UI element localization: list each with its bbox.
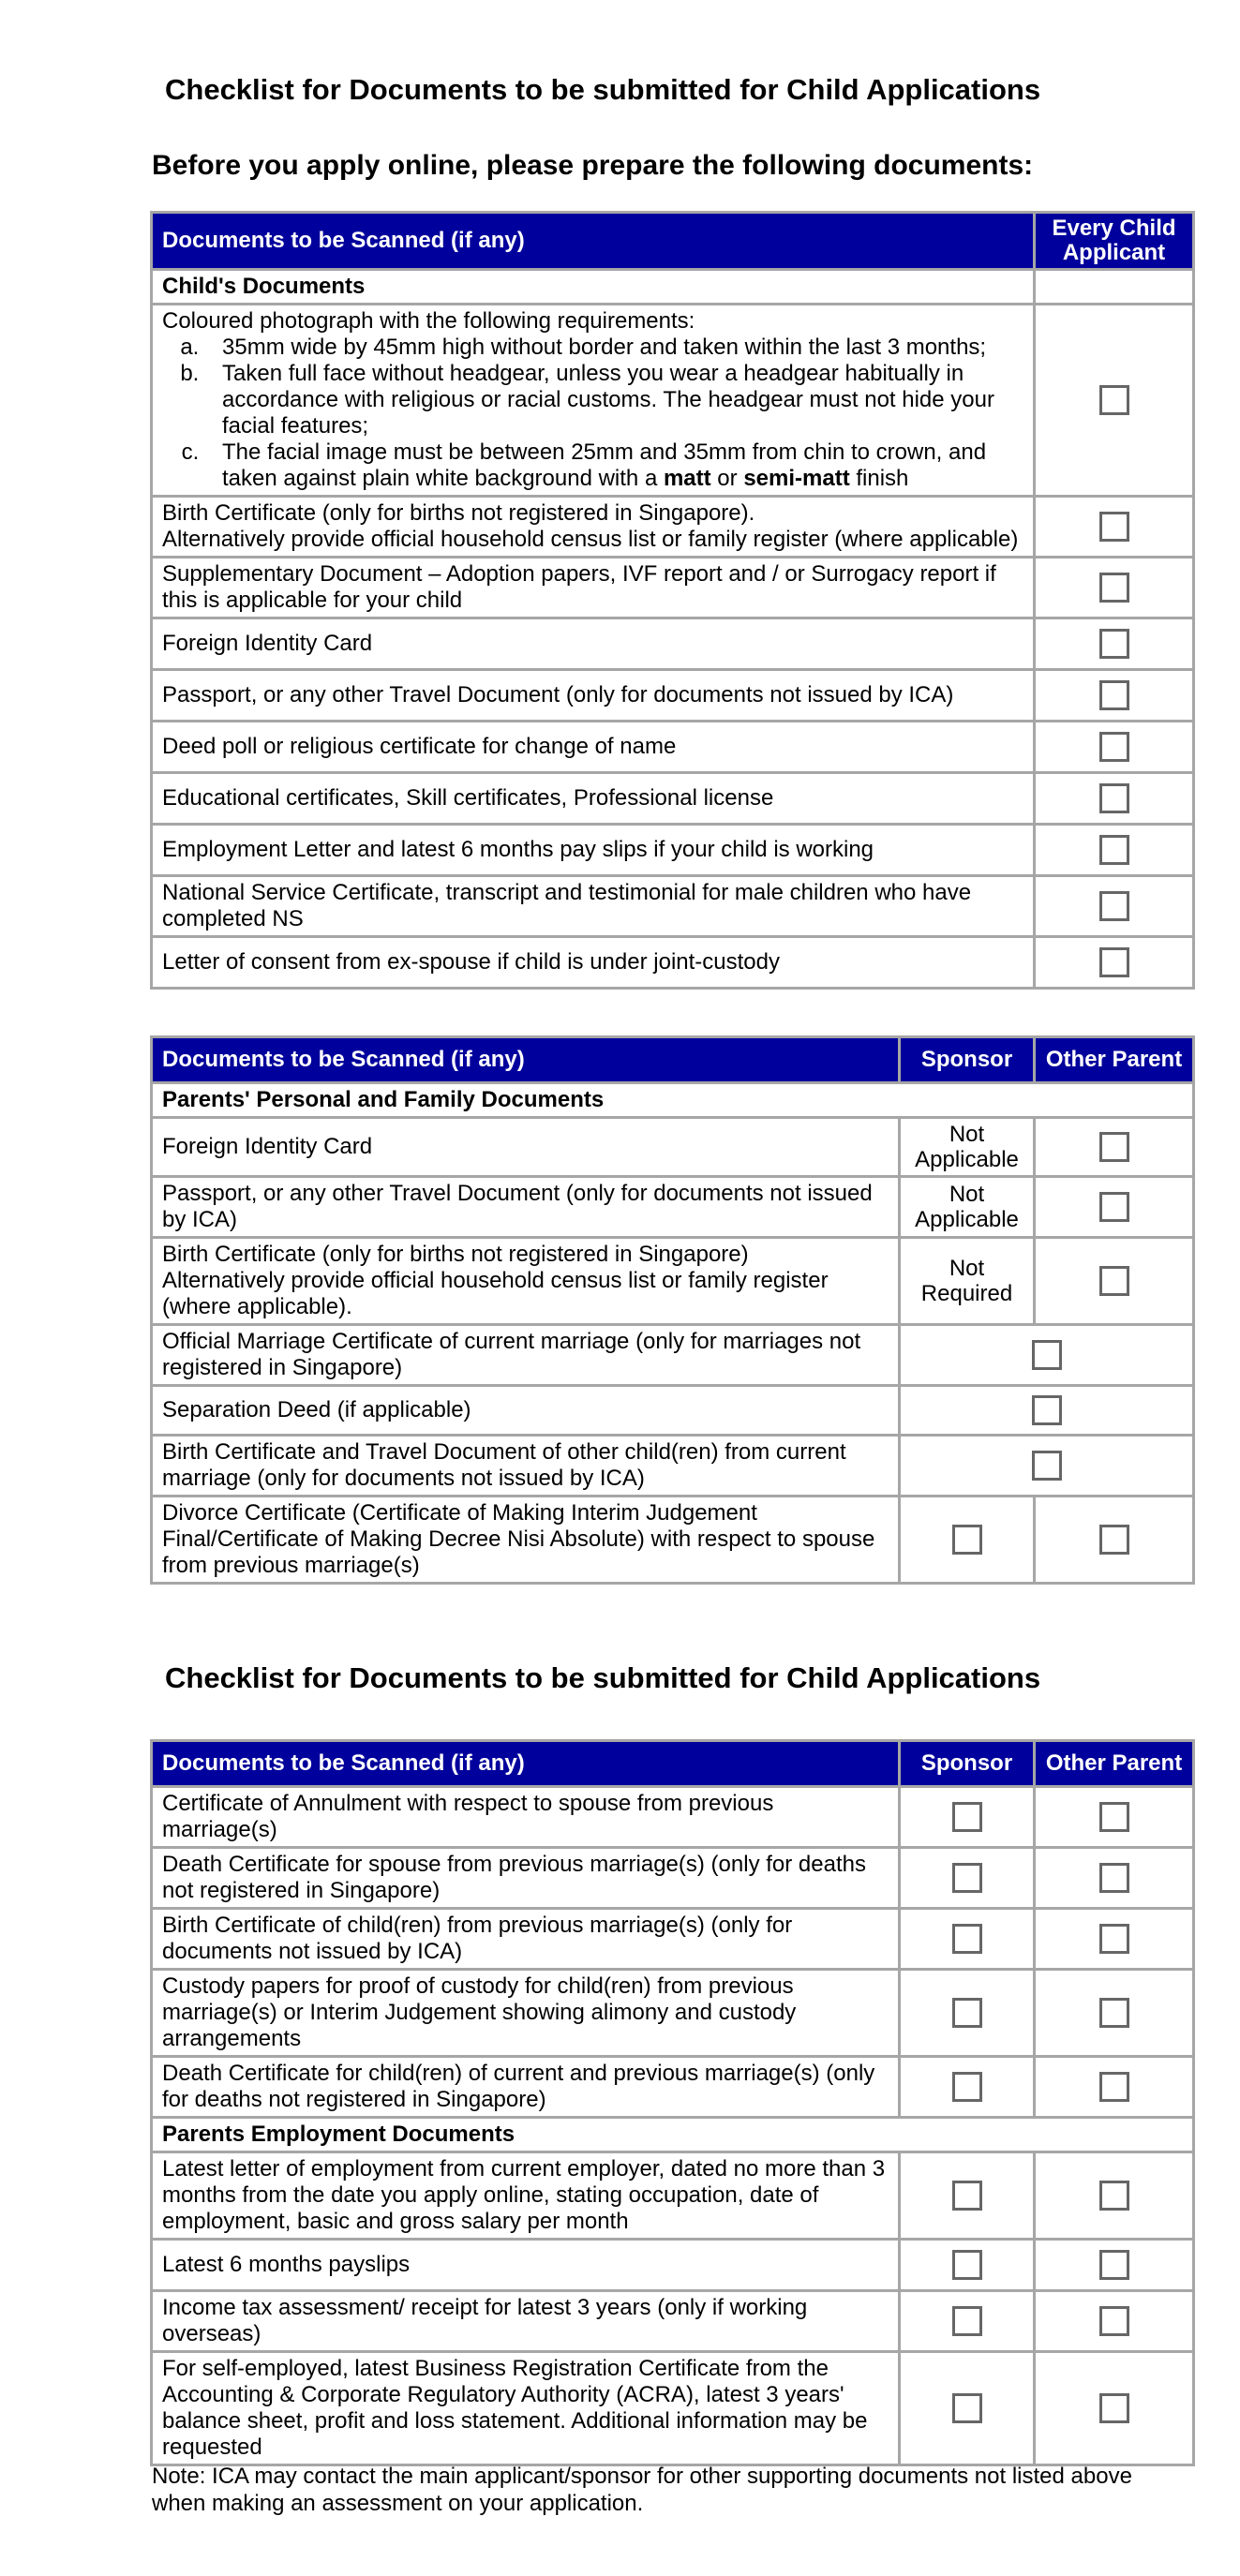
child-documents-table [150,211,1195,990]
checkbox[interactable] [1032,1395,1062,1425]
header-documents: Documents to be Scanned (if any) [152,1037,900,1083]
table-row [152,876,1194,937]
checkbox[interactable] [1099,573,1129,603]
checkbox[interactable] [1099,947,1129,977]
table-row [152,2291,1194,2352]
table-header-row [152,1741,1194,1787]
table-row [152,618,1194,670]
table-row [152,825,1194,876]
checkbox[interactable] [952,2181,982,2211]
photo-intro: Coloured photograph with the following requirements: [162,308,695,334]
sponsor-note: Not Applicable [900,1118,1035,1177]
checkbox[interactable] [1099,1132,1129,1162]
row-label: Death Certificate for child(ren) of current and previous marriage(s) (only for deaths not registered in Singapore) [152,2057,900,2118]
row-label: Supplementary Document – Adoption papers, IVF report and / or Surrogacy report if this is applicable for your child [152,558,1035,618]
section-parents-employment-documents: Parents Employment Documents [152,2118,1194,2152]
table-row [152,2240,1194,2291]
row-label: Latest letter of employment from current employer, dated no more than 3 months from the date you apply online, stating occupation, date of employment, basic and gross salary per month [152,2152,900,2240]
sponsor-note: Not Applicable [900,1177,1035,1238]
table-header-row [152,213,1194,270]
footnote: Note: ICA may contact the main applicant/sponsor for other supporting documents not listed above when making an assessment on your application. [152,2464,1132,2516]
table-row [152,1118,1194,1177]
req-c-text: The facial image must be between 25mm and 35mm from chin to crown, and taken against plain white background with a [222,439,987,491]
page-subtitle: Before you apply online, please prepare the following documents: [152,150,1034,181]
checkbox[interactable] [1099,1525,1129,1555]
checkbox[interactable] [952,1998,982,2028]
checkbox[interactable] [1099,2306,1129,2336]
photo-requirements-list [162,335,1023,492]
row-label: Birth Certificate and Travel Document of other child(ren) from current marriage (only for documents not issued by ICA) [152,1436,900,1496]
checkbox[interactable] [1099,1863,1129,1893]
checkbox[interactable] [1099,2250,1129,2280]
checkbox[interactable] [952,2072,982,2102]
checkbox[interactable] [1099,1802,1129,1832]
checkbox[interactable] [952,1924,982,1954]
checkbox[interactable] [952,2393,982,2423]
checkbox[interactable] [1099,512,1129,542]
table-row [152,558,1194,618]
table-row [152,1177,1194,1238]
row-label: For self-employed, latest Business Registration Certificate from the Accounting & Corporate Regulatory Authority (ACRA), latest 3 years' balance sheet, profit and loss statement. Additional information may be requested [152,2352,900,2465]
checkbox[interactable] [952,1863,982,1893]
section-row [152,2118,1194,2152]
table-row [152,670,1194,722]
table-row [152,1848,1194,1909]
table-row [152,1787,1194,1848]
table-row [152,497,1194,558]
row-label: Birth Certificate of child(ren) from previous marriage(s) (only for documents not issued by ICA) [152,1909,900,1970]
parents-additional-documents-table [150,1739,1195,2466]
table-row [152,722,1194,773]
checkbox[interactable] [1032,1340,1062,1370]
checkbox[interactable] [1099,891,1129,921]
row-label: Foreign Identity Card [152,1118,900,1177]
row-label: Custody papers for proof of custody for child(ren) from previous marriage(s) or Interim Judgement showing alimony and custody arrangements [152,1970,900,2057]
header-sponsor: Sponsor [900,1741,1035,1787]
row-label: Passport, or any other Travel Document (only for documents not issued by ICA) [152,670,1035,722]
sponsor-note: Not Required [900,1238,1035,1325]
header-sponsor: Sponsor [900,1037,1035,1083]
header-other-parent: Other Parent [1035,1741,1194,1787]
page-title-2: Checklist for Documents to be submitted for Child Applications [165,1661,1041,1694]
checkbox[interactable] [1099,680,1129,710]
section-row [152,1083,1194,1118]
table-row [152,1970,1194,2057]
table-row [152,305,1194,497]
table-row [152,1238,1194,1325]
table-row [152,1909,1194,1970]
checkbox[interactable] [1099,2393,1129,2423]
header-other-parent: Other Parent [1035,1037,1194,1083]
page-title: Checklist for Documents to be submitted for Child Applications [165,73,1041,106]
checkbox-cell [1035,305,1194,497]
header-every-child-applicant: Every Child Applicant [1035,213,1194,270]
section-row [152,270,1194,305]
row-label: Foreign Identity Card [152,618,1035,670]
checkbox[interactable] [1099,2181,1129,2211]
row-label: Deed poll or religious certificate for change of name [152,722,1035,773]
header-documents: Documents to be Scanned (if any) [152,1741,900,1787]
checkbox[interactable] [1099,2072,1129,2102]
row-label: Latest 6 months payslips [152,2240,900,2291]
table-row [152,1386,1194,1436]
photo-requirements [152,305,1035,497]
checkbox[interactable] [1099,1266,1129,1296]
req-c-text: finish [849,466,909,491]
checkbox[interactable] [1099,783,1129,813]
list-item [205,439,1023,492]
row-label: Certificate of Annulment with respect to spouse from previous marriage(s) [152,1787,900,1848]
row-label: Employment Letter and latest 6 months pay slips if your child is working [152,825,1035,876]
table-row [152,1325,1194,1386]
checkbox[interactable] [1099,1192,1129,1222]
table-row [152,1436,1194,1496]
table-row [152,773,1194,825]
row-label: Death Certificate for spouse from previous marriage(s) (only for deaths not registered in Singapore) [152,1848,900,1909]
checkbox[interactable] [1099,1998,1129,2028]
table-row [152,1496,1194,1584]
checkbox[interactable] [952,2306,982,2336]
checkbox[interactable] [952,1525,982,1555]
list-item: a. 35mm wide by 45mm high without border and taken within the last 3 months; [205,335,1023,361]
header-documents: Documents to be Scanned (if any) [152,213,1035,270]
checkbox[interactable] [1099,835,1129,865]
table-row [152,2152,1194,2240]
list-item: b. Taken full face without headgear, unless you wear a headgear habitually in accordance with religious or racial customs. The headgear must not hide your facial features; [205,361,1023,439]
req-c-bold-matt: matt [663,466,711,491]
row-label: National Service Certificate, transcript and testimonial for male children who have completed NS [152,876,1035,937]
row-label: Income tax assessment/ receipt for latest 3 years (only if working overseas) [152,2291,900,2352]
req-c-text: or [710,466,744,491]
row-label: Birth Certificate (only for births not registered in Singapore). Alternatively provide official household census list or family register (where applicable) [152,497,1035,558]
checkbox[interactable] [1099,629,1129,659]
row-label: Educational certificates, Skill certificates, Professional license [152,773,1035,825]
checkbox[interactable] [952,2250,982,2280]
row-label: Divorce Certificate (Certificate of Making Interim Judgement Final/Certificate of Making Decree Nisi Absolute) with respect to spouse from previous marriage(s) [152,1496,900,1584]
row-label: Passport, or any other Travel Document (only for documents not issued by ICA) [152,1177,900,1238]
section-parents-personal-documents: Parents' Personal and Family Documents [152,1083,1194,1118]
table-row [152,937,1194,989]
table-row [152,2352,1194,2465]
section-childs-documents: Child's Documents [152,270,1035,305]
checkbox[interactable] [952,1802,982,1832]
checkbox[interactable] [1099,732,1129,762]
table-header-row [152,1037,1194,1083]
row-label: Official Marriage Certificate of current marriage (only for marriages not registered in Singapore) [152,1325,900,1386]
row-label: Letter of consent from ex-spouse if child is under joint-custody [152,937,1035,989]
checkbox[interactable] [1099,385,1129,415]
table-row [152,2057,1194,2118]
row-label: Separation Deed (if applicable) [152,1386,900,1436]
row-label: Birth Certificate (only for births not registered in Singapore) Alternatively provide official household census list or family register (where applicable). [152,1238,900,1325]
checkbox[interactable] [1099,1924,1129,1954]
checkbox[interactable] [1032,1451,1062,1481]
req-c-bold-semi-matt: semi-matt [743,466,850,491]
parents-personal-documents-table [150,1035,1195,1585]
